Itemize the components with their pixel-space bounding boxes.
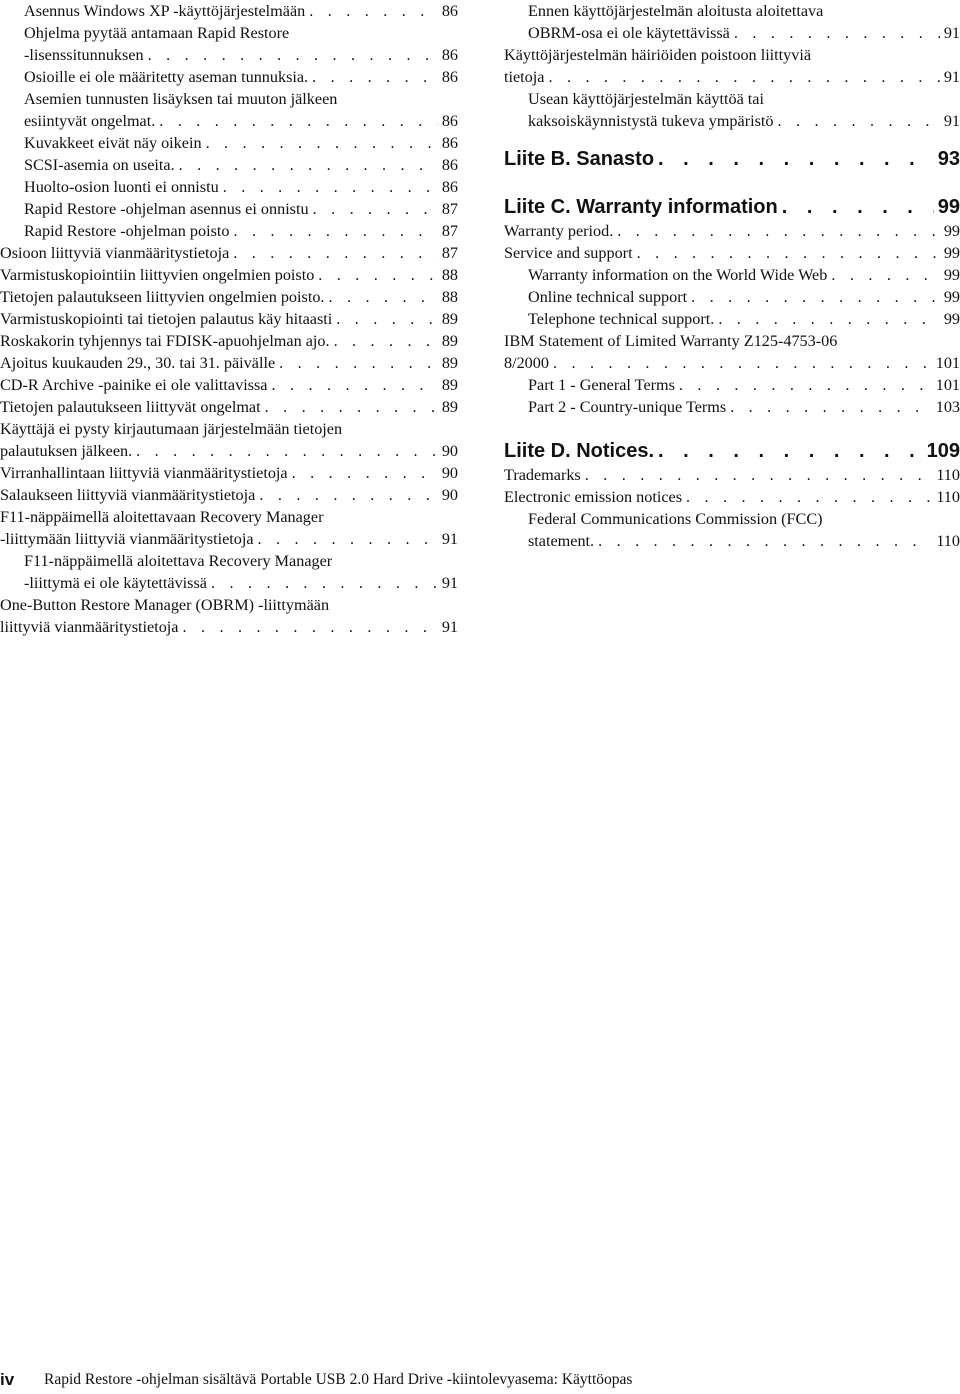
appendix-d-title: Liite D. Notices. [504, 440, 655, 462]
toc-entry-text: Huolto-osion luonti ei onnistu [24, 178, 219, 196]
toc-entry-text: palautuksen jälkeen. [0, 442, 133, 460]
toc-entry-page: 89 [441, 398, 458, 416]
dot-leader [714, 308, 940, 330]
toc-entry-text: F11-näppäimellä aloitettavaan Recovery Manager [0, 508, 324, 526]
toc-entry-text: Ajoitus kuukauden 29., 30. tai 31. päivälle [0, 354, 276, 372]
toc-entry-page: 86 [441, 134, 458, 152]
appendix-d-entries [504, 464, 960, 552]
toc-entry-page: 90 [441, 464, 458, 482]
toc-entry-text: Ennen käyttöjärjestelmän aloitusta aloitettava [528, 2, 824, 20]
toc-entry-page: 89 [441, 310, 458, 328]
toc-entry-text: Asemien tunnusten lisäyksen tai muuton jälkeen [24, 90, 338, 108]
toc-entry-page: 86 [441, 68, 458, 86]
toc-entry[interactable] [504, 396, 960, 418]
toc-entry[interactable] [0, 220, 458, 242]
toc-entry[interactable] [0, 484, 458, 506]
toc-entry[interactable] [0, 22, 458, 66]
toc-entry-page: 89 [441, 332, 458, 350]
toc-entry-text: kaksoiskäynnistystä tukeva ympäristö [528, 112, 774, 130]
toc-entry[interactable] [0, 154, 458, 176]
dot-leader [332, 308, 438, 330]
dot-leader [202, 132, 438, 154]
toc-entry-page: 99 [943, 310, 960, 328]
dot-leader [687, 286, 940, 308]
toc-entry-text: Roskakorin tyhjennys tai FDISK-apuohjelman ajo. [0, 332, 330, 350]
dot-leader [314, 264, 438, 286]
dot-leader [288, 462, 438, 484]
dot-leader [682, 486, 932, 508]
dot-leader [594, 530, 932, 552]
toc-entry[interactable] [504, 374, 960, 396]
dot-leader [175, 154, 438, 176]
toc-entry-text: Rapid Restore -ohjelman asennus ei onnistu [24, 200, 309, 218]
toc-entry[interactable] [0, 242, 458, 264]
toc-entry[interactable] [504, 220, 960, 242]
toc-entry[interactable] [504, 330, 960, 374]
toc-entry-page: 91 [441, 618, 458, 636]
appendix-c-title: Liite C. Warranty information [504, 196, 778, 218]
toc-entry-text: Rapid Restore -ohjelman poisto [24, 222, 230, 240]
dot-leader [675, 374, 932, 396]
appendix-c-heading[interactable] [504, 194, 960, 220]
dot-leader [267, 374, 437, 396]
dot-leader [827, 264, 939, 286]
toc-entry[interactable] [504, 308, 960, 330]
toc-entry[interactable] [504, 286, 960, 308]
toc-entry-page: 110 [936, 532, 960, 550]
toc-entry-text: Virranhallintaan liittyviä vianmääritystietoja [0, 464, 288, 482]
toc-entry-text: F11-näppäimellä aloitettava Recovery Manager [24, 552, 333, 570]
toc-entry[interactable] [504, 88, 960, 132]
toc-entry-page: 99 [943, 288, 960, 306]
footer-book-title: Rapid Restore -ohjelman sisältävä Portable USB 2.0 Hard Drive -kiintolevyasema: Käyttöopas [44, 1371, 633, 1388]
toc-entry[interactable] [0, 88, 458, 132]
toc-entry[interactable] [0, 264, 458, 286]
toc-entry-text: Part 2 - Country-unique Terms [528, 398, 727, 416]
appendix-d-heading[interactable] [504, 438, 960, 464]
toc-entry-text: -liittymä ei ole käytettävissä [24, 574, 207, 592]
toc-entry-text: Käyttöjärjestelmän häiriöiden poistoon liittyviä [504, 46, 812, 64]
dot-leader [144, 44, 438, 66]
toc-entry-page: 101 [935, 354, 960, 372]
toc-entry-page: 91 [943, 24, 960, 42]
toc-entry-page: 91 [943, 68, 960, 86]
toc-entry[interactable] [504, 242, 960, 264]
appendix-d-page: 109 [926, 440, 960, 462]
toc-list-right-top [504, 0, 960, 132]
toc-entry-text: One-Button Restore Manager (OBRM) -liittymään [0, 596, 330, 614]
toc-entry-text: IBM Statement of Limited Warranty Z125-4753-06 [504, 332, 838, 350]
dot-leader [132, 440, 438, 462]
toc-entry[interactable] [0, 396, 458, 418]
toc-entry-text: Asennus Windows XP -käyttöjärjestelmään [24, 2, 306, 20]
toc-entry-text: esiintyvät ongelmat. [24, 112, 156, 130]
dot-leader [261, 396, 438, 418]
toc-entry[interactable] [0, 132, 458, 154]
dot-leader [613, 220, 940, 242]
toc-entry[interactable] [0, 594, 458, 638]
toc-entry[interactable] [0, 286, 458, 308]
toc-entry-page: 86 [441, 46, 458, 64]
toc-entry-page: 101 [935, 376, 960, 394]
toc-entry-text: Varmistuskopiointi tai tietojen palautus käy hitaasti [0, 310, 333, 328]
dot-leader [726, 396, 932, 418]
toc-entry-text: CD-R Archive -painike ei ole valittavissa [0, 376, 268, 394]
dot-leader [773, 110, 939, 132]
toc-entry-text: OBRM-osa ei ole käytettävissä [528, 24, 730, 42]
toc-entry[interactable] [0, 0, 458, 22]
toc-entry-page: 87 [441, 200, 458, 218]
toc-entry-page: 89 [441, 376, 458, 394]
dot-leader [254, 528, 438, 550]
toc-entry-page: 87 [441, 244, 458, 262]
toc-entry[interactable] [0, 352, 458, 374]
dot-leader [549, 352, 932, 374]
toc-entry[interactable] [0, 550, 458, 594]
appendix-c-page: 99 [937, 196, 960, 218]
toc-left-column [0, 0, 458, 638]
toc-entry-text: Trademarks [504, 466, 581, 484]
toc-entry-text: Kuvakkeet eivät näy oikein [24, 134, 202, 152]
dot-leader [207, 572, 438, 594]
toc-entry-text: Part 1 - General Terms [528, 376, 675, 394]
dot-leader [155, 110, 438, 132]
toc-entry-text: Usean käyttöjärjestelmän käyttöä tai [528, 90, 764, 108]
toc-entry-page: 86 [441, 156, 458, 174]
dot-leader [330, 330, 438, 352]
toc-entry-page: 86 [441, 178, 458, 196]
dot-leader [219, 176, 438, 198]
appendix-b-heading[interactable] [504, 146, 960, 172]
toc-entry-page: 91 [943, 112, 960, 130]
dot-leader [305, 0, 438, 22]
dot-leader [581, 464, 933, 486]
dot-leader [275, 352, 438, 374]
dot-leader [229, 220, 437, 242]
toc-entry-page: 91 [441, 574, 458, 592]
toc-entry[interactable] [0, 308, 458, 330]
toc-entry-text: -lisenssitunnuksen [24, 46, 144, 64]
appendix-c-entries [504, 220, 960, 418]
toc-entry[interactable] [0, 330, 458, 352]
toc-entry-page: 88 [441, 288, 458, 306]
toc-entry-text: Telephone technical support. [528, 310, 715, 328]
dot-leader [255, 484, 437, 506]
toc-entry-page: 99 [943, 244, 960, 262]
toc-entry-page: 91 [441, 530, 458, 548]
dot-leader [309, 198, 438, 220]
toc-entry-text: Osioon liittyviä vianmääritystietoja [0, 244, 230, 262]
dot-leader [229, 242, 438, 264]
toc-entry-page: 89 [441, 354, 458, 372]
toc-entry-text: Tietojen palautukseen liittyvät ongelmat [0, 398, 261, 416]
toc-entry-text: -liittymään liittyviä vianmääritystietoja [0, 530, 254, 548]
toc-entry-text: Online technical support [528, 288, 688, 306]
toc-entry-page: 87 [441, 222, 458, 240]
toc-entry[interactable] [0, 66, 458, 88]
toc-entry-page: 86 [441, 2, 458, 20]
toc-entry-page: 90 [441, 442, 458, 460]
dot-leader [544, 66, 939, 88]
appendix-b-page: 93 [937, 148, 960, 170]
dot-leader [324, 286, 437, 308]
toc-entry-text: tietoja [504, 68, 545, 86]
toc-entry[interactable] [0, 176, 458, 198]
toc-entry-page: 99 [943, 222, 960, 240]
toc-entry[interactable] [504, 464, 960, 486]
toc-entry[interactable] [504, 44, 960, 88]
toc-entry-page: 99 [943, 266, 960, 284]
toc-entry-text: Tietojen palautukseen liittyvien ongelmien poisto. [0, 288, 325, 306]
toc-entry-text: Osioille ei ole määritetty aseman tunnuksia. [24, 68, 309, 86]
toc-entry[interactable] [504, 508, 960, 552]
toc-entry[interactable] [0, 462, 458, 484]
toc-entry[interactable] [504, 486, 960, 508]
toc-entry[interactable] [504, 0, 960, 44]
toc-entry-text: Käyttäjä ei pysty kirjautumaan järjestelmään tietojen [0, 420, 343, 438]
toc-entry[interactable] [0, 198, 458, 220]
appendix-b-title: Liite B. Sanasto [504, 148, 655, 170]
dot-leader [308, 66, 438, 88]
toc-entry-text: 8/2000 [504, 354, 549, 372]
toc-entry-text: SCSI-asemia on useita. [24, 156, 175, 174]
toc-entry-page: 103 [935, 398, 960, 416]
toc-list-left [0, 0, 458, 638]
toc-entry-text: Service and support [504, 244, 633, 262]
toc-entry-text: Varmistuskopiointiin liittyvien ongelmien poisto [0, 266, 315, 284]
page-footer [0, 1369, 960, 1391]
toc-entry-text: Salaukseen liittyviä vianmääritystietoja [0, 486, 256, 504]
toc-entry[interactable] [0, 418, 458, 462]
toc-entry-text: liittyviä vianmääritystietoja [0, 618, 179, 636]
toc-entry-text: statement. [528, 532, 595, 550]
toc-entry[interactable] [504, 264, 960, 286]
dot-leader [730, 22, 940, 44]
dot-leader [178, 616, 437, 638]
dot-leader [633, 242, 940, 264]
toc-entry-page: 86 [441, 112, 458, 130]
toc-entry-text: Warranty information on the World Wide Web [528, 266, 828, 284]
toc-entry-page: 110 [936, 488, 960, 506]
toc-entry-page: 90 [441, 486, 458, 504]
toc-right-column [504, 0, 960, 552]
footer-page-number: iv [0, 1370, 15, 1389]
toc-entry-text: Ohjelma pyytää antamaan Rapid Restore [24, 24, 290, 42]
toc-entry[interactable] [0, 506, 458, 550]
toc-entry-text: Electronic emission notices [504, 488, 683, 506]
toc-entry[interactable] [0, 374, 458, 396]
toc-entry-page: 110 [936, 466, 960, 484]
toc-entry-page: 88 [441, 266, 458, 284]
toc-entry-text: Warranty period. [504, 222, 614, 240]
toc-entry-text: Federal Communications Commission (FCC) [528, 510, 823, 528]
